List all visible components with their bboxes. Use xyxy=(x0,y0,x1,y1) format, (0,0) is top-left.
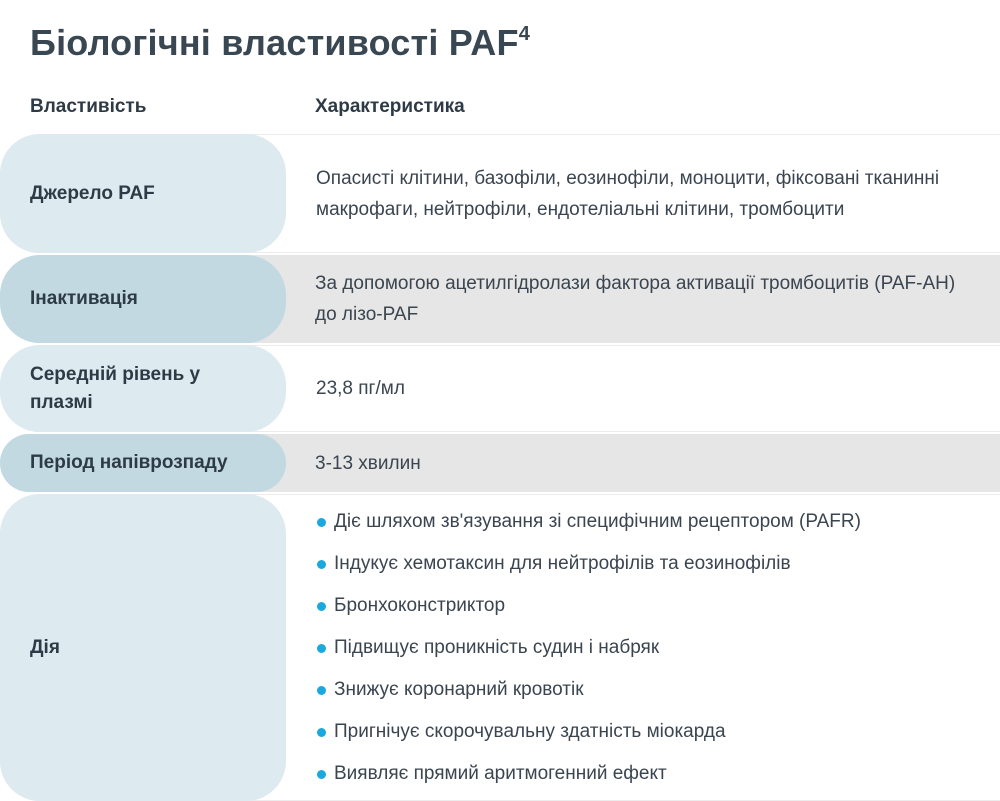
list-item: Індукує хемотаксин для нейтрофілів та еозинофілів xyxy=(316,543,861,585)
table-row xyxy=(0,255,1000,343)
page-title: Біологічні властивості PAF$^4$ xyxy=(30,22,531,63)
row-value: 23,8 пг/мл xyxy=(0,345,1000,432)
effects-list xyxy=(316,501,861,795)
bullet-icon xyxy=(317,560,326,569)
column-header-characteristic: Характеристика xyxy=(315,96,465,117)
title-footnote: 4 xyxy=(518,23,531,45)
table-row xyxy=(0,434,1000,492)
row-value: За допомогою ацетилгідролази фактора активації тромбоцитів (PAF-AH) до лізо-PAF xyxy=(0,255,1000,343)
column-header-property: Властивість xyxy=(30,96,147,117)
row-label: Джерело PAF xyxy=(0,134,286,253)
list-item: Діє шляхом зв'язування зі специфічним рецептором (PAFR) xyxy=(316,501,861,543)
table-row xyxy=(0,134,1000,253)
table-row xyxy=(0,494,1000,801)
list-item: Бронхоконстриктор xyxy=(316,585,861,627)
row-label: Період напіврозпаду xyxy=(0,434,286,492)
row-value: Опасисті клітини, базофіли, еозинофіли, моноцити, фіксовані тканинні макрофаги, нейтрофіли, ендотеліальні клітини, тромбоцити xyxy=(0,134,1000,253)
table-row xyxy=(0,345,1000,432)
list-item: Знижує коронарний кровотік xyxy=(316,669,861,711)
bullet-icon xyxy=(317,602,326,611)
row-label: Інактивація xyxy=(0,255,286,343)
row-value: 3-13 хвилин xyxy=(0,434,1000,492)
row-label: Середній рівень у плазмі xyxy=(0,345,286,432)
row-label: Дія xyxy=(0,494,286,801)
bullet-icon xyxy=(317,686,326,695)
bullet-icon xyxy=(317,644,326,653)
bullet-icon xyxy=(317,770,326,779)
list-item: Пригнічує скорочувальну здатність міокарда xyxy=(316,711,861,753)
bullet-icon xyxy=(317,518,326,527)
list-item: Виявляє прямий аритмогенний ефект xyxy=(316,753,861,795)
list-item: Підвищує проникність судин і набряк xyxy=(316,627,861,669)
bullet-icon xyxy=(317,728,326,737)
